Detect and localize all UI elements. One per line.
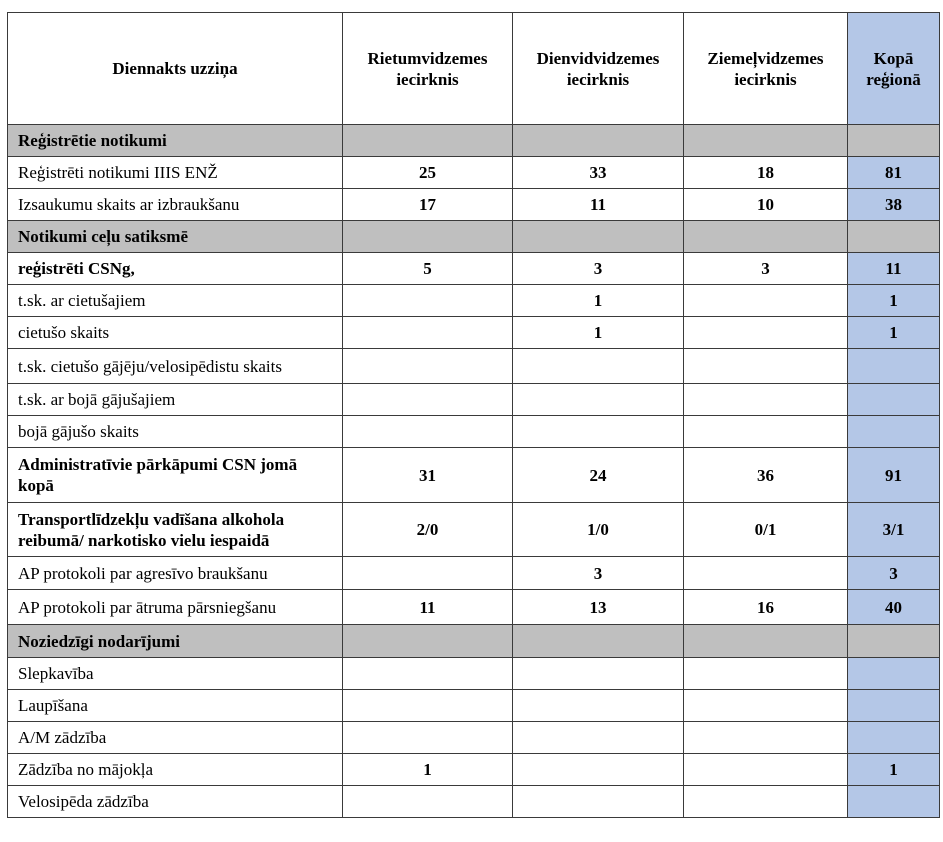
row-label: Transportlīdzekļu vadīšana alkohola reibumā/ narkotisko vielu iespaidā — [8, 503, 343, 557]
cell-value — [684, 349, 848, 384]
cell-total: 81 — [848, 157, 940, 189]
cell-value — [343, 125, 513, 157]
cell-total: 1 — [848, 285, 940, 317]
cell-total — [848, 658, 940, 690]
header-rietumvidzemes: Rietumvidzemes iecirknis — [343, 13, 513, 125]
cell-total — [848, 722, 940, 754]
table-row — [8, 448, 940, 503]
section-title: Noziedzīgi nodarījumi — [8, 625, 343, 658]
cell-value — [684, 416, 848, 448]
daily-report-table — [7, 12, 940, 818]
cell-value — [343, 658, 513, 690]
cell-value — [684, 557, 848, 590]
cell-value — [513, 722, 684, 754]
table-row — [8, 690, 940, 722]
row-label: t.sk. cietušo gājēju/velosipēdistu skaits — [8, 349, 343, 384]
cell-value — [513, 625, 684, 658]
cell-value: 2/0 — [343, 503, 513, 557]
cell-value — [343, 786, 513, 818]
table-row — [8, 317, 940, 349]
row-label: Reģistrēti notikumi IIIS ENŽ — [8, 157, 343, 189]
cell-total: 1 — [848, 754, 940, 786]
cell-value — [343, 690, 513, 722]
row-label: Velosipēda zādzība — [8, 786, 343, 818]
cell-total — [848, 625, 940, 658]
row-label: cietušo skaits — [8, 317, 343, 349]
row-label: Izsaukumu skaits ar izbraukšanu — [8, 189, 343, 221]
table-row — [8, 557, 940, 590]
table-row — [8, 503, 940, 557]
header-row — [8, 13, 940, 125]
cell-value: 5 — [343, 253, 513, 285]
cell-value: 36 — [684, 448, 848, 503]
table-row — [8, 349, 940, 384]
table-row — [8, 754, 940, 786]
cell-value — [684, 221, 848, 253]
cell-value — [684, 384, 848, 416]
cell-value — [343, 285, 513, 317]
table-row — [8, 658, 940, 690]
cell-value — [684, 722, 848, 754]
table-row — [8, 590, 940, 625]
cell-value: 1/0 — [513, 503, 684, 557]
cell-value — [513, 754, 684, 786]
table-row — [8, 253, 940, 285]
cell-total — [848, 125, 940, 157]
row-label: A/M zādzība — [8, 722, 343, 754]
header-description: Diennakts uzziņa — [8, 13, 343, 125]
table-row — [8, 416, 940, 448]
section-row — [8, 625, 940, 658]
cell-total — [848, 349, 940, 384]
cell-value — [343, 384, 513, 416]
cell-value: 25 — [343, 157, 513, 189]
cell-value: 13 — [513, 590, 684, 625]
cell-total — [848, 690, 940, 722]
cell-value: 3 — [513, 253, 684, 285]
cell-value — [684, 625, 848, 658]
cell-value — [684, 125, 848, 157]
row-label: t.sk. ar cietušajiem — [8, 285, 343, 317]
cell-total: 1 — [848, 317, 940, 349]
row-label: Slepkavība — [8, 658, 343, 690]
cell-value — [684, 786, 848, 818]
cell-total: 11 — [848, 253, 940, 285]
cell-value: 16 — [684, 590, 848, 625]
cell-value: 3 — [513, 557, 684, 590]
cell-value: 11 — [513, 189, 684, 221]
table-row — [8, 285, 940, 317]
row-label: t.sk. ar bojā gājušajiem — [8, 384, 343, 416]
cell-value — [513, 221, 684, 253]
cell-value: 33 — [513, 157, 684, 189]
table-row — [8, 157, 940, 189]
cell-total: 40 — [848, 590, 940, 625]
table-row — [8, 722, 940, 754]
cell-value: 17 — [343, 189, 513, 221]
row-label: AP protokoli par ātruma pārsniegšanu — [8, 590, 343, 625]
row-label: AP protokoli par agresīvo braukšanu — [8, 557, 343, 590]
cell-total: 38 — [848, 189, 940, 221]
row-label: Laupīšana — [8, 690, 343, 722]
cell-total: 91 — [848, 448, 940, 503]
cell-value — [513, 658, 684, 690]
cell-value — [343, 349, 513, 384]
cell-value — [684, 317, 848, 349]
cell-value: 31 — [343, 448, 513, 503]
cell-value: 1 — [513, 317, 684, 349]
cell-value — [343, 722, 513, 754]
cell-value: 18 — [684, 157, 848, 189]
section-title: Notikumi ceļu satiksmē — [8, 221, 343, 253]
table-row — [8, 384, 940, 416]
cell-value — [684, 690, 848, 722]
cell-total — [848, 416, 940, 448]
cell-value: 1 — [513, 285, 684, 317]
cell-value — [684, 285, 848, 317]
cell-value — [513, 786, 684, 818]
header-total: Kopā reģionā — [848, 13, 940, 125]
cell-value: 24 — [513, 448, 684, 503]
header-dienvidvidzemes: Dienvidvidzemes iecirknis — [513, 13, 684, 125]
cell-total: 3 — [848, 557, 940, 590]
cell-value — [684, 754, 848, 786]
section-row — [8, 125, 940, 157]
cell-value — [343, 625, 513, 658]
cell-value — [343, 557, 513, 590]
cell-value — [343, 317, 513, 349]
table-row — [8, 786, 940, 818]
cell-value — [513, 384, 684, 416]
row-label: bojā gājušo skaits — [8, 416, 343, 448]
cell-value — [343, 221, 513, 253]
section-title: Reģistrētie notikumi — [8, 125, 343, 157]
cell-value — [513, 416, 684, 448]
row-label: Zādzība no mājokļa — [8, 754, 343, 786]
cell-value — [343, 416, 513, 448]
cell-value — [513, 690, 684, 722]
table-row — [8, 189, 940, 221]
cell-value: 3 — [684, 253, 848, 285]
cell-value — [513, 125, 684, 157]
cell-value: 1 — [343, 754, 513, 786]
cell-total — [848, 786, 940, 818]
cell-value — [513, 349, 684, 384]
cell-total: 3/1 — [848, 503, 940, 557]
header-ziemelvidzemes: Ziemeļvidzemes iecirknis — [684, 13, 848, 125]
cell-value: 0/1 — [684, 503, 848, 557]
cell-value: 11 — [343, 590, 513, 625]
cell-total — [848, 384, 940, 416]
row-label: Administratīvie pārkāpumi CSN jomā kopā — [8, 448, 343, 503]
section-row — [8, 221, 940, 253]
cell-value: 10 — [684, 189, 848, 221]
cell-value — [684, 658, 848, 690]
row-label: reģistrēti CSNg, — [8, 253, 343, 285]
cell-total — [848, 221, 940, 253]
